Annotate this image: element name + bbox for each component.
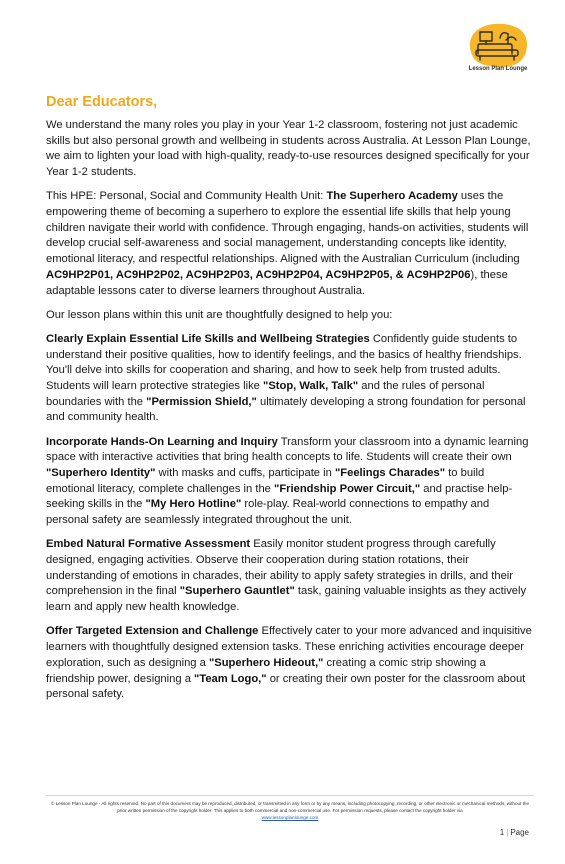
page-heading: Dear Educators, [46,94,158,110]
logo-caption: Lesson Plan Lounge [468,66,528,72]
letter-body [46,94,534,711]
intro-paragraph: We understand the many roles you play in your Year 1-2 classroom, fostering not just academic skills but also personal growth and wellbeing in students across Australia. At Lesson Plan Lounge, we aim to lighten your load with high-quality, ready-to-use resources designed specifically for your Year 1-2 students. [46,119,531,179]
section-heading: Embed Natural Formative Assessment [46,538,251,551]
section-assessment: Embed Natural Formative Assessment Easily monitor student progress through carefully designed, engaging activities. Observe their cooperation during station rotations, their understanding of emotions in charades, their ability to apply safety strategies in drills, and their comprehension in the final "Superhero Gauntlet" task, gaining valuable insights as they actively learn and apply new health knowledge. [46,538,527,614]
section-heading: Incorporate Hands-On Learning and Inquiry [46,435,278,448]
curriculum-codes: AC9HP2P01, AC9HP2P02, AC9HP2P03, AC9HP2P04, AC9HP2P05, & AC9HP2P06 [46,268,471,281]
section-extension: Offer Targeted Extension and Challenge Effectively cater to your more advanced and inquisitive learners with thoughtfully designed extension tasks. These enriching activities encourage deeper exploration, such as designing a "Superhero Hideout," creating a comic strip showing a friendship power, designing a "Team Logo," or creating their own poster for the classroom about personal safety. [46,625,532,701]
lead-paragraph: Our lesson plans within this unit are thoughtfully designed to help you: [46,308,393,321]
section-heading: Clearly Explain Essential Life Skills and Wellbeing Strategies [46,332,370,345]
section-life-skills: Clearly Explain Essential Life Skills and Wellbeing Strategies Confidently guide students to understand their positive qualities, how to identify feelings, and the basics of healthy friendships. You'll delve into skills for cooperation and sharing, and how to seek help from trusted adults. Students will learn protective strategies like "Stop, Walk, Talk" and the rules of personal boundaries with the "Permission Shield," ultimately developing a strong foundation for personal and community health. [46,332,526,424]
footer-divider [46,795,534,796]
section-heading: Offer Targeted Extension and Challenge [46,625,259,638]
website-link[interactable]: www.lessonplanlounge.com [261,815,319,820]
copyright-text: © Lesson Plan Lounge - All rights reserved. No part of this document may be reproduced, distributed, or transmitted in any form or by any means, including photocopying, recording, or other electronic or mechanical methods, without the prior written permission of the copyright holder. This applies to both commercial and non-commercial use. For permission requests, please contact the copyright holder via [50,801,530,813]
page-number: 1 | Page [499,828,529,837]
unit-paragraph: This HPE: Personal, Social and Community Health Unit: The Superhero Academy uses the empowering theme of becoming a superhero to explore the essential life skills that help young children navigate their world with confidence. Through engaging, hands-on activities, students will develop crucial self-awareness and social management, understanding concepts like identity, emotional literacy, and respectful relationships. Aligned with the Australian Curriculum (including AC9HP2P01, AC9HP2P02, AC9HP2P03, AC9HP2P04, AC9HP2P05, & AC9HP2P06), these adaptable lessons cater to diverse learners throughout Australia. [46,190,529,297]
copyright-footer [46,800,534,821]
section-hands-on: Incorporate Hands-On Learning and Inquiry Transform your classroom into a dynamic learning space with interactive activities that bring health concepts to life. Students will create their own "Superhero Identity" with masks and cuffs, participate in "Feelings Charades" to build emotional literacy, complete challenges in the "Friendship Power Circuit," and practise help-seeking skills in the "My Hero Hotline" role-play. Real-world connections to empathy and personal safety are seamlessly integrated throughout the unit. [46,435,529,527]
unit-title: The Superhero Academy [326,190,458,203]
